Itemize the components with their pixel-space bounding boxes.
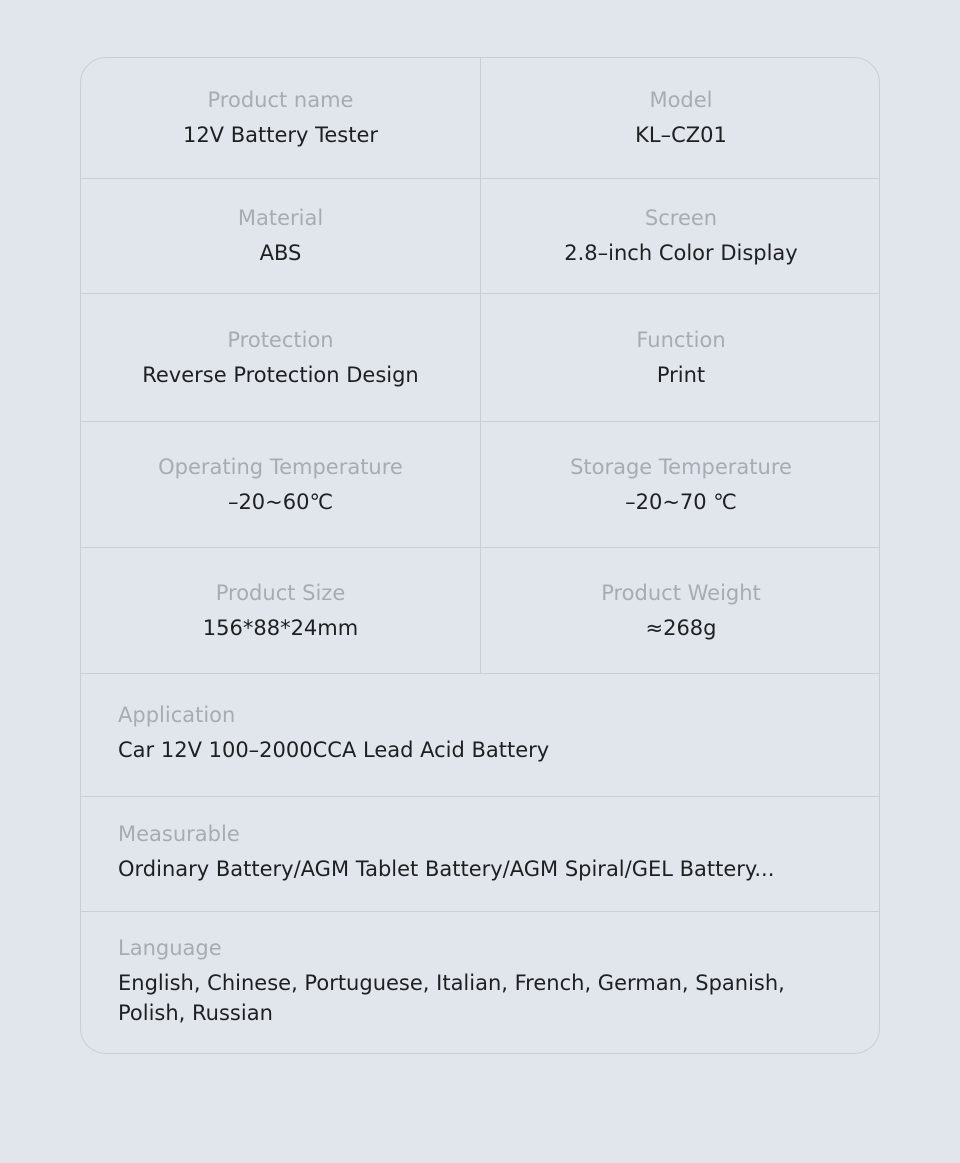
spec-cell-material	[81, 179, 481, 293]
spec-label: Function	[636, 327, 726, 352]
spec-row-protection-function	[81, 294, 880, 422]
spec-label: Operating Temperature	[158, 454, 403, 479]
spec-value: 156*88*24mm	[202, 615, 359, 640]
spec-value: –20~60℃	[227, 489, 334, 514]
spec-row-application	[81, 674, 880, 797]
spec-cell-product-size	[81, 548, 481, 673]
spec-cell-protection	[81, 294, 481, 421]
spec-label: Protection	[227, 327, 334, 352]
spec-label: Product name	[207, 88, 354, 112]
spec-value: Reverse Protection Design	[142, 362, 419, 387]
spec-value: English, Chinese, Portuguese, Italian, French, German, Spanish, Polish, Russian	[118, 970, 785, 1025]
spec-value: –20~70 ℃	[625, 489, 737, 514]
spec-value: 2.8–inch Color Display	[564, 241, 798, 265]
spec-label: Language	[118, 935, 222, 960]
spec-table	[80, 57, 880, 1054]
spec-value: Ordinary Battery/AGM Tablet Battery/AGM Spiral/GEL Battery...	[118, 857, 775, 881]
spec-row-name-model	[81, 58, 880, 179]
spec-value: ABS	[259, 241, 302, 265]
spec-label: Storage Temperature	[570, 454, 792, 479]
spec-value: KL–CZ01	[635, 123, 727, 147]
spec-label: Product Weight	[601, 580, 761, 605]
spec-cell-product-name	[81, 58, 481, 178]
spec-label: Application	[118, 703, 236, 727]
spec-row-material-screen	[81, 179, 880, 294]
spec-row-language	[81, 912, 880, 1053]
spec-cell-operating-temperature	[81, 422, 481, 547]
spec-value: Car 12V 100–2000CCA Lead Acid Battery	[118, 738, 550, 762]
spec-row-size-weight	[81, 548, 880, 674]
spec-label: Product Size	[215, 580, 346, 605]
spec-row-measurable	[81, 797, 880, 912]
spec-label: Material	[237, 206, 324, 230]
spec-cell-screen	[481, 179, 880, 293]
spec-cell-function	[481, 294, 880, 421]
spec-label: Screen	[644, 206, 718, 230]
spec-value: ≈268g	[645, 615, 717, 640]
spec-cell-model	[481, 58, 880, 178]
spec-cell-product-weight	[481, 548, 880, 673]
spec-cell-storage-temperature	[481, 422, 880, 547]
spec-label: Measurable	[118, 822, 240, 846]
spec-label: Model	[649, 88, 713, 112]
spec-value: 12V Battery Tester	[182, 123, 379, 147]
spec-value: Print	[656, 362, 706, 387]
spec-row-temperatures	[81, 422, 880, 548]
